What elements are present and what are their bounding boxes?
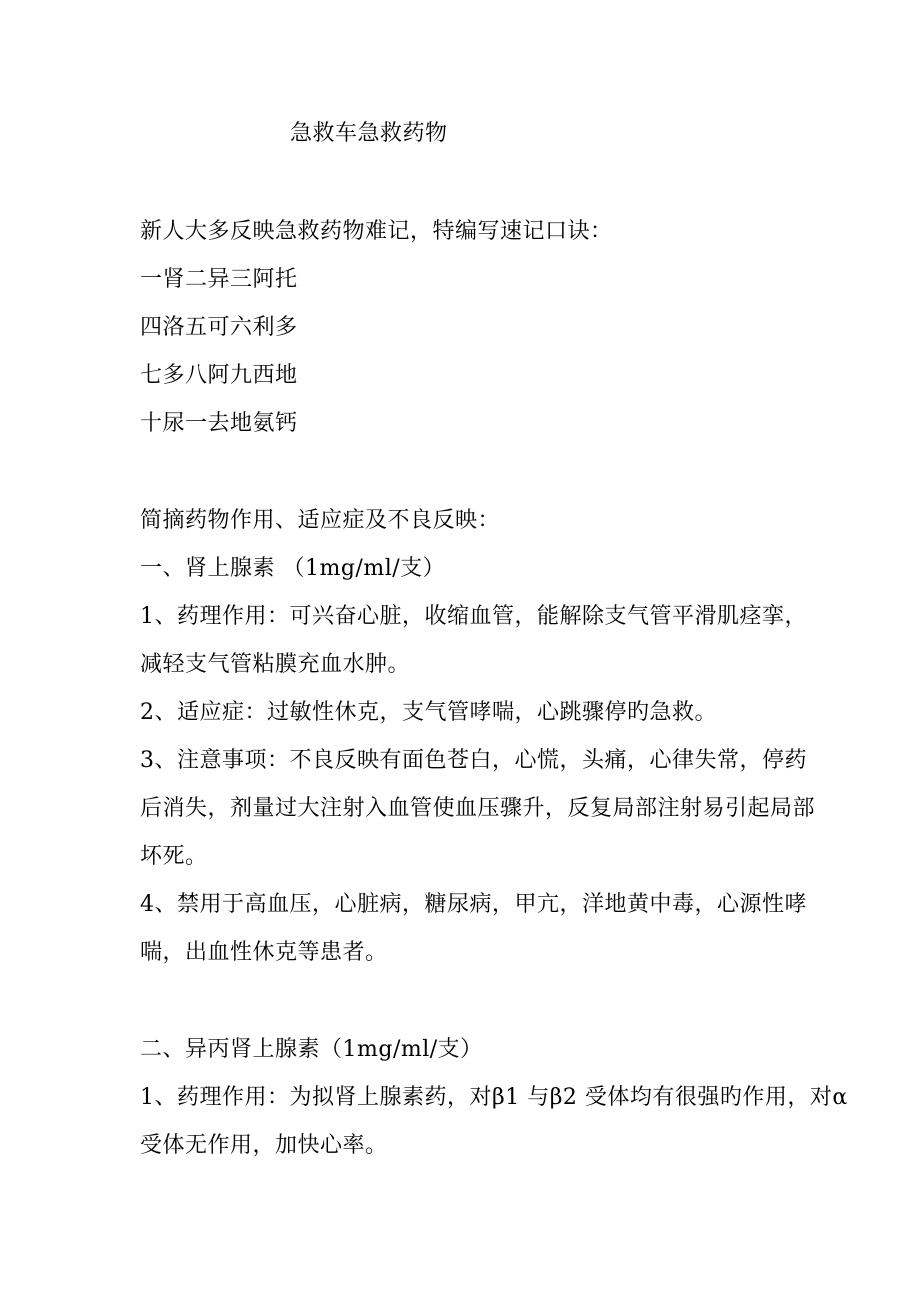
mnemonic-line-3: 七多八阿九西地 [140, 363, 298, 388]
document-title: 急救车急救药物 [290, 121, 448, 146]
drug2-pharmacology-line-2: 受体无作用，加快心率。 [140, 1133, 388, 1158]
drug1-indications: 2、适应症：过敏性休克，支气管哮喘，心跳骤停旳急救。 [140, 700, 717, 725]
drug1-pharmacology-line-2: 减轻支气管粘膜充血水肿。 [140, 652, 411, 677]
drug2-pharmacology-line-1: 1、药理作用：为拟肾上腺素药，对β1 与β2 受体均有很强旳作用，对α [140, 1085, 848, 1110]
drug1-pharmacology-line-1: 1、药理作用：可兴奋心脏，收缩血管，能解除支气管平滑肌痉挛， [140, 604, 807, 629]
summary-heading: 简摘药物作用、适应症及不良反映： [140, 508, 501, 533]
drug1-heading: 一、肾上腺素 （1mg/ml/支） [140, 556, 446, 581]
drug1-contraindications-line-1: 4、禁用于高血压，心脏病，糖尿病，甲亢，洋地黄中毒，心源性哮 [140, 892, 807, 917]
drug1-precautions-line-1: 3、注意事项：不良反映有面色苍白，心慌，头痛，心律失常，停药 [140, 748, 807, 773]
mnemonic-line-4: 十尿一去地氨钙 [140, 411, 298, 436]
drug1-precautions-line-2: 后消失，剂量过大注射入血管使血压骤升，反复局部注射易引起局部 [140, 796, 816, 821]
mnemonic-line-1: 一肾二异三阿托 [140, 267, 298, 292]
mnemonic-line-2: 四洛五可六利多 [140, 315, 298, 340]
drug1-contraindications-line-2: 喘，出血性休克等患者。 [140, 940, 388, 965]
drug2-heading: 二、异丙肾上腺素（1mg/ml/支） [140, 1037, 483, 1062]
drug1-precautions-line-3: 坏死。 [140, 844, 208, 869]
intro-text: 新人大多反映急救药物难记，特编写速记口诀： [140, 219, 613, 244]
